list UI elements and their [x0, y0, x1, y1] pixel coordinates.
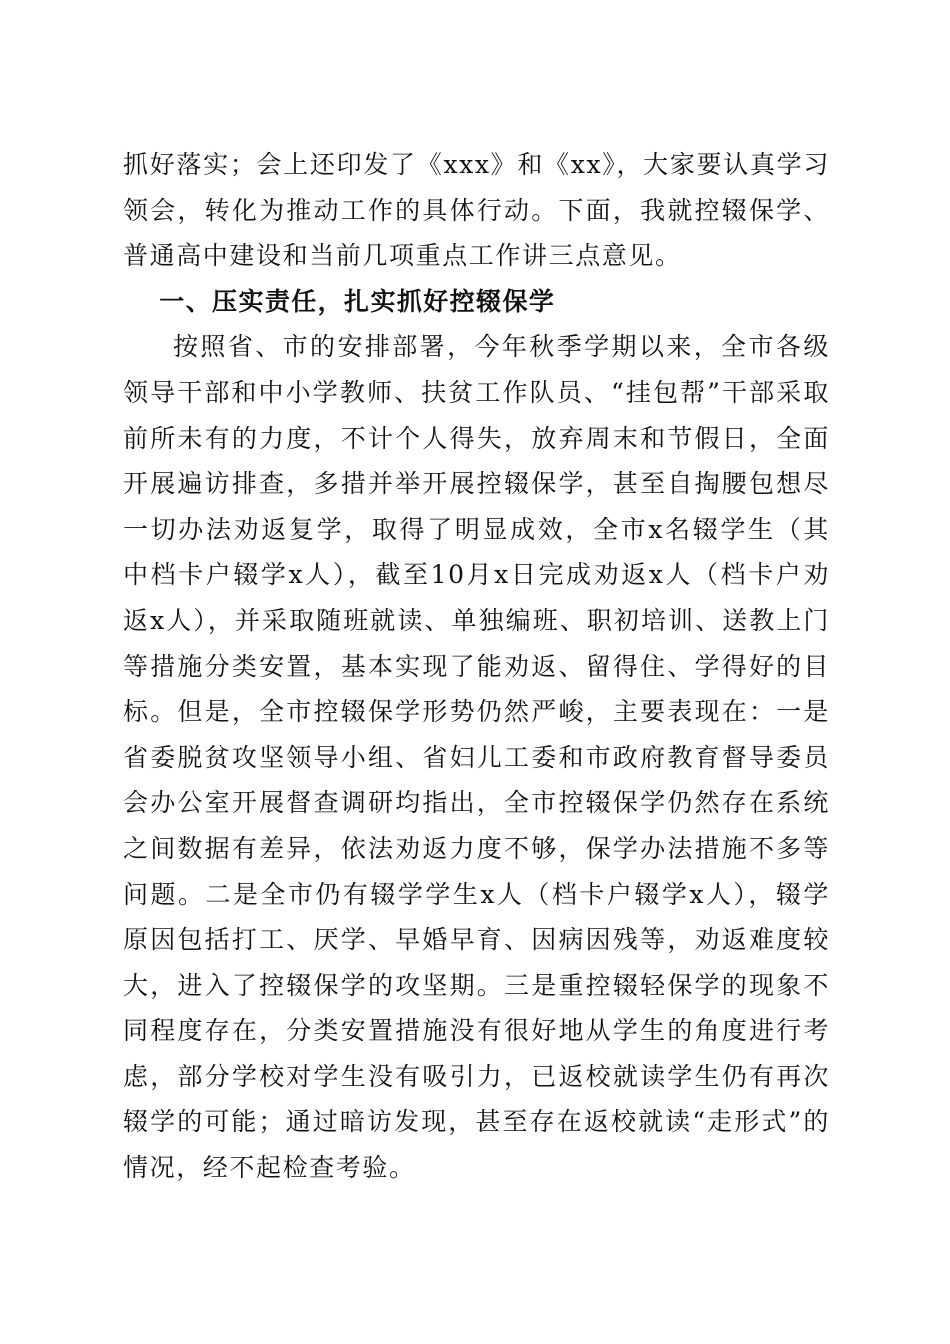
- paragraph-continuation: 抓好落实；会上还印发了《xxx》和《xx》，大家要认真学习领会，转化为推动工作的具体行动。下面，我就控辍保学、普通高中建设和当前几项重点工作讲三点意见。: [123, 150, 830, 271]
- paragraph-body: 按照省、市的安排部署，今年秋季学期以来，全市各级领导干部和中小学教师、扶贫工作队员、“挂包帮”干部采取前所未有的力度，不计个人得失，放弃周末和节假日，全面开展遍访排查，多措并举开展控辍保学，甚至自掏腰包想尽一切办法劝返复学，取得了明显成效，全市x名辍学生（其中档卡户辍学x人），截至10月x日完成劝返x人（档卡户劝返x人），并采取随班就读、单独编班、职初培训、送教上门等措施分类安置，基本实现了能劝返、留得住、学得好的目标。但是，全市控辍保学形势仍然严峻，主要表现在：一是省委脱贫攻坚领导小组、省妇儿工委和市政府教育督导委员会办公室开展督查调研均指出，全市控辍保学仍然存在系统之间数据有差异，依法劝返力度不够，保学办法措施不多等问题。二是全市仍有辍学学生x人（档卡户辍学x人），辍学原因包括打工、厌学、早婚早育、因病因残等，劝返难度较大，进入了控辍保学的攻坚期。三是重控辍轻保学的现象不同程度存在，分类安置措施没有很好地从学生的角度进行考虑，部分学校对学生没有吸引力，已返校就读学生仍有再次辍学的可能；通过暗访发现，甚至存在返校就读“走形式”的情况，经不起检查考验。: [123, 332, 830, 1183]
- section-heading: 一、压实责任，扎实抓好控辍保学: [159, 286, 556, 316]
- document-body: [123, 142, 830, 1191]
